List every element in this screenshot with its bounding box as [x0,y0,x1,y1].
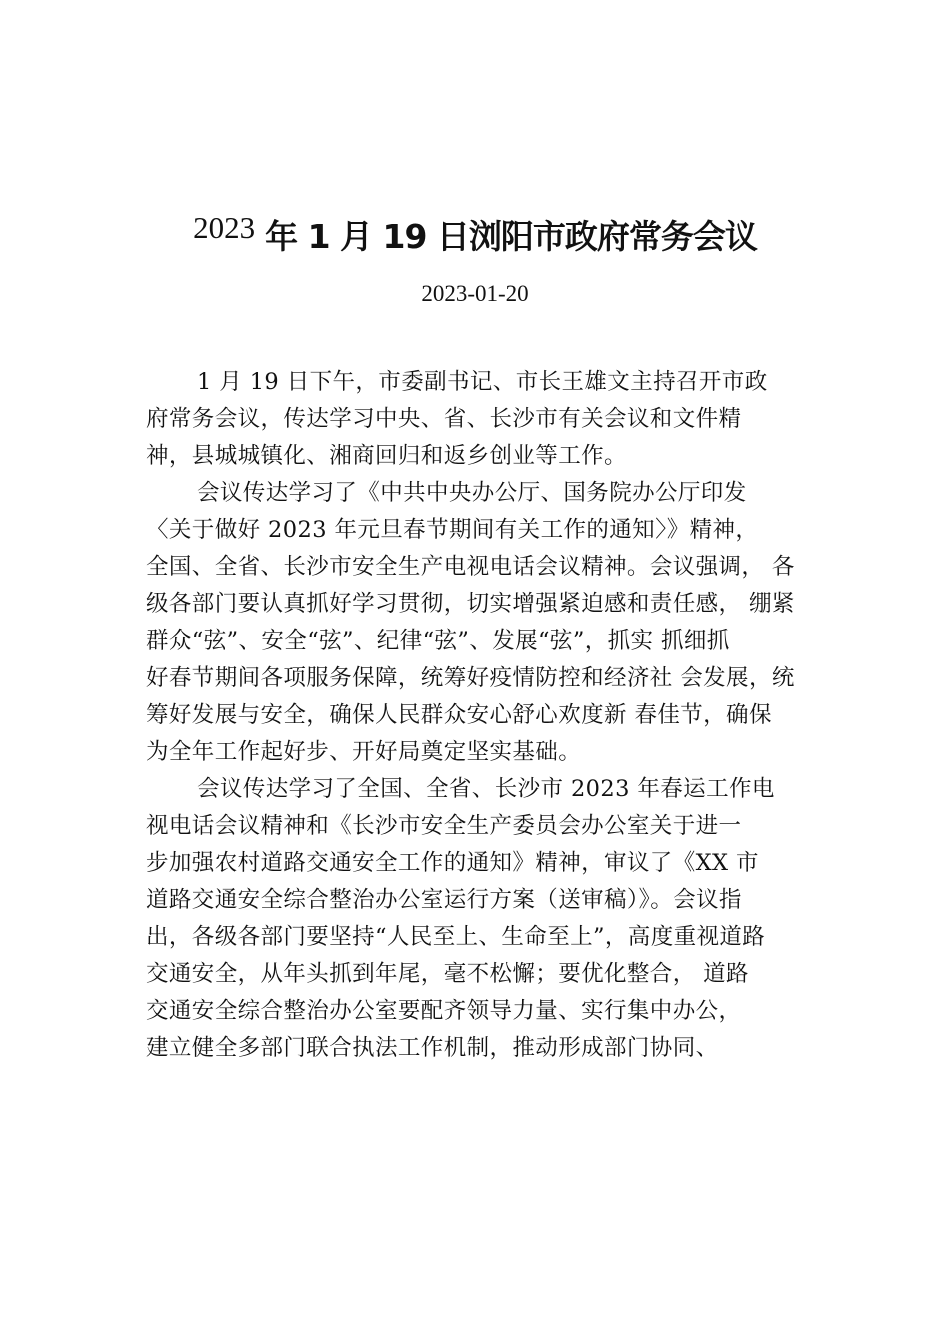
title-text: 年 1 月 19 日浏阳市政府常务会议 [265,217,757,256]
paragraph-2-line-8: 为全年工作起好步、开好局奠定坚实基础。 [146,739,582,765]
paragraph-1-line-2: 府常务会议，传达学习中央、省、长沙市有关会议和文件精 [146,406,742,432]
paragraph-3-line-6: 交通安全，从年头抓到年尾，毫不松懈；要优化整合， 道路 [146,961,749,987]
paragraph-2-line-7: 筹好发展与安全，确保人民群众安心舒心欢度新 春佳节，确保 [146,702,772,728]
paragraph-3-line-5: 出，各级各部门要坚持“人民至上、生命至上”，高度重视道路 [146,924,766,950]
paragraph-3-line-1: 会议传达学习了全国、全省、长沙市 2023 年春运工作电 [197,776,775,802]
document-date: 2023-01-20 [421,281,529,306]
paragraph-1-line-3: 神，县城城镇化、湘商回归和返乡创业等工作。 [146,443,627,469]
paragraph-2-line-2: 〈关于做好 2023 年元旦春节期间有关工作的通知〉》精神， [146,517,759,543]
document-body [146,364,836,1067]
title-year: 2023 [193,210,256,245]
paragraph-2-line-4: 级各部门要认真抓好学习贯彻，切实增强紧迫感和责任感， 绷紧 [146,591,795,617]
paragraph-1-line-1: 1 月 19 日下午，市委副书记、市长王雄文主持召开市政 [197,369,768,395]
paragraph-2-line-1: 会议传达学习了《中共中央办公厅、国务院办公厅印发 [197,480,747,506]
document-title [0,198,950,273]
paragraph-3-line-4: 道路交通安全综合整治办公室运行方案（送审稿）》。会议指 [146,887,742,913]
paragraph-2-line-5: 群众“弦”、安全“弦”、纪律“弦”、发展“弦”，抓实 抓细抓 [146,628,730,654]
paragraph-2-line-6: 好春节期间各项服务保障，统筹好疫情防控和经济社 会发展，统 [146,665,795,691]
paragraph-3-line-7: 交通安全综合整治办公室要配齐领导力量、实行集中办公， [146,998,742,1024]
paragraph-2-line-3: 全国、全省、长沙市安全生产电视电话会议精神。会议强调， 各 [146,554,795,580]
paragraph-3-line-2: 视电话会议精神和《长沙市安全生产委员会办公室关于进一 [146,813,742,839]
paragraph-3-line-8: 建立健全多部门联合执法工作机制，推动形成部门协同、 [146,1035,719,1061]
paragraph-3-line-3: 步加强农村道路交通安全工作的通知》精神，审议了《XX 市 [146,850,759,876]
